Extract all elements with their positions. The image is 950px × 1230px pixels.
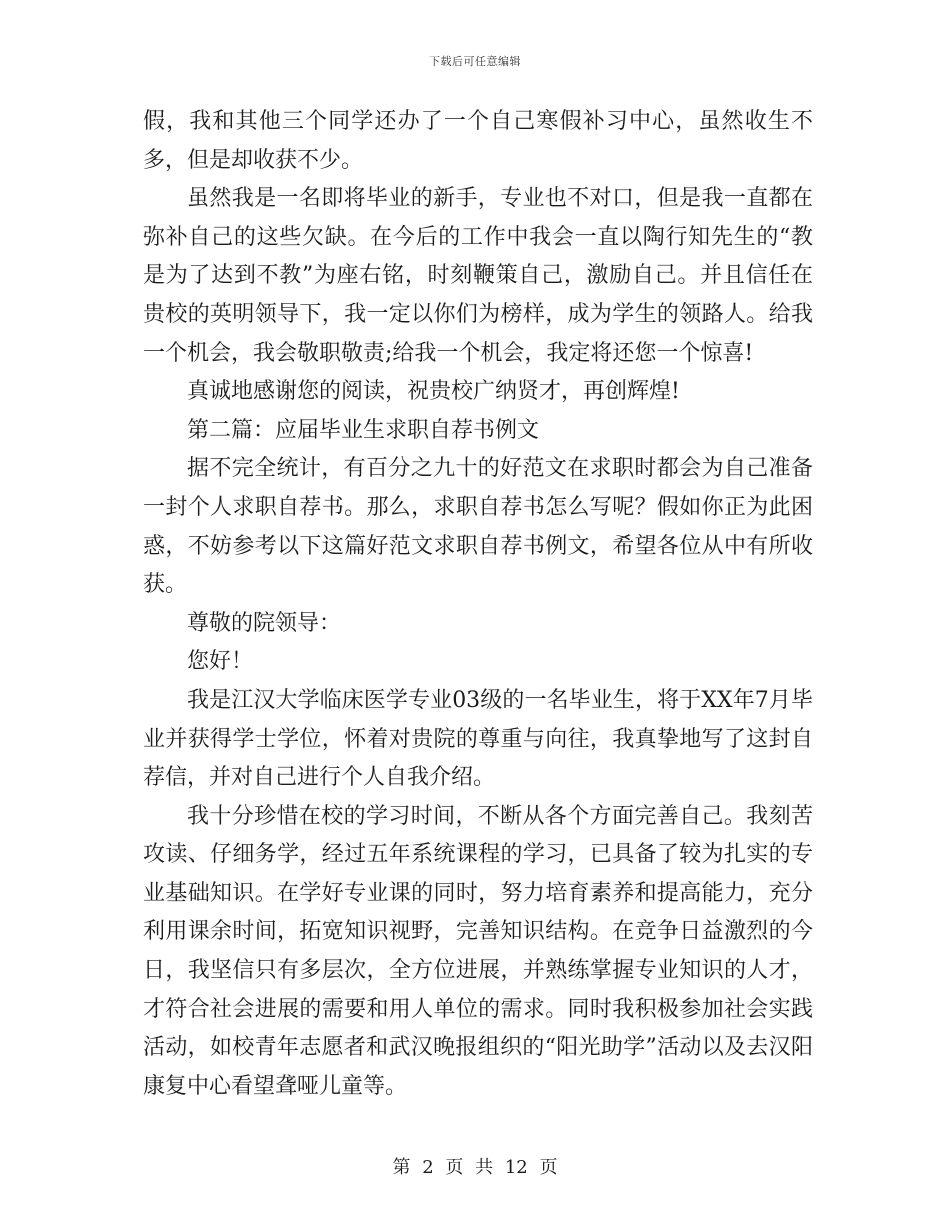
paragraph-3: 真诚地感谢您的阅读，祝贵校广纳贤才，再创辉煌!	[187, 379, 680, 405]
paragraph-5: 据不完全统计，有百分之九十的好范文在求职时都会为自己准备一封个人求职自荐书。那么，求职自荐书怎么写呢？假如你正为此困惑，不妨参考以下这篇好范文求职自荐书例文，希望各位从中有所收获。	[143, 456, 813, 598]
page-header: 下载后可任意编辑	[429, 55, 521, 68]
section-heading: 第二篇：应届毕业生求职自荐书例文	[187, 417, 540, 443]
paragraph-1: 假，我和其他三个同学还办了一个自己寒假补习中心，虽然收生不多，但是却收获不少。	[143, 109, 813, 173]
greeting: 您好！	[187, 649, 254, 675]
salutation: 尊敬的院领导：	[187, 610, 342, 636]
document-body	[143, 103, 813, 1106]
paragraph-9: 我十分珍惜在校的学习时间，不断从各个方面完善自己。我刻苦攻读、仔细务学，经过五年系统课程的学习，已具备了较为扎实的专业基础知识。在学好专业课的同时，努力培育素养和提高能力，充分利用课余时间，拓宽知识视野，完善知识结构。在竞争日益激烈的今日，我坚信只有多层次，全方位进展，并熟练掌握专业知识的人才，才符合社会进展的需要和用人单位的需求。同时我积极参加社会实践活动，如校青年志愿者和武汉晚报组织的“阳光助学”活动以及去汉阳康复中心看望聋哑儿童等。	[143, 803, 813, 1099]
paragraph-2: 虽然我是一名即将毕业的新手，专业也不对口，但是我一直都在弥补自己的这些欠缺。在今后的工作中我会一直以陶行知先生的“教是为了达到不教”为座右铭，时刻鞭策自己，激励自己。并且信任在贵校的英明领导下，我一定以你们为榜样，成为学生的领路人。给我一个机会，我会敬职敬责;给我一个机会，我定将还您一个惊喜!	[143, 186, 813, 366]
paragraph-8: 我是江汉大学临床医学专业03级的一名毕业生，将于XX年7月毕业并获得学士学位，怀着对贵院的尊重与向往，我真挚地写了这封自荐信，并对自己进行个人自我介绍。	[143, 687, 813, 791]
page-number-footer: 第 2 页 共 12 页	[392, 1157, 558, 1178]
